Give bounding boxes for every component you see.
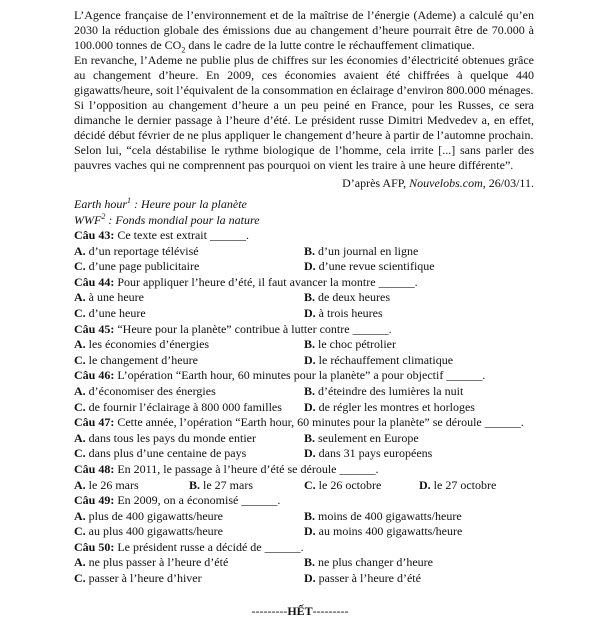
answer-option (74, 353, 304, 369)
option-row (74, 384, 534, 400)
option-letter: D. (304, 259, 316, 274)
answer-option (74, 524, 304, 540)
option-letter: C. (74, 305, 86, 320)
option-letter: A. (74, 508, 86, 523)
option-text: d’un journal en ligne (315, 243, 419, 258)
option-row (74, 478, 534, 494)
answer-option (74, 571, 304, 587)
question-number: Câu 49: (74, 493, 115, 508)
question-text: Cette année, l’opération “Earth hour, 60 minutes pour la planète” se déroule ______. (114, 415, 524, 430)
option-text: au moins 400 gigawatts/heure (315, 524, 463, 539)
answer-option (304, 384, 534, 400)
option-text: au plus 400 gigawatts/heure (85, 524, 223, 539)
answer-option (74, 400, 304, 416)
option-letter: D. (304, 305, 316, 320)
option-letter: B. (304, 243, 316, 258)
option-text: le 27 octobre (430, 477, 497, 492)
answer-option (74, 509, 304, 525)
option-row (74, 400, 534, 416)
option-row (74, 524, 534, 540)
option-letter: B. (304, 508, 316, 523)
option-text: le 26 octobre (315, 477, 382, 492)
option-row (74, 244, 534, 260)
option-row (74, 290, 534, 306)
option-text: d’un reportage télévisé (85, 243, 199, 258)
answer-option (189, 478, 304, 494)
answer-option (304, 478, 419, 494)
answer-option (304, 290, 534, 306)
question-text: Pour appliquer l’heure d’été, il faut avancer la montre ______. (114, 274, 418, 289)
answer-option (74, 478, 189, 494)
option-letter: A. (74, 430, 86, 445)
exam-page (74, 8, 534, 587)
option-row (74, 353, 534, 369)
answer-option (304, 509, 534, 525)
option-letter: C. (74, 352, 86, 367)
option-text: dans 31 pays européens (315, 446, 433, 461)
option-letter: A. (74, 337, 86, 352)
option-text: passer à l’heure d’été (315, 571, 421, 586)
option-text: d’économiser des énergies (85, 383, 216, 398)
option-text: le choc pétrolier (315, 337, 396, 352)
answer-option (74, 244, 304, 260)
option-letter: B. (304, 383, 316, 398)
footnote-2: WWF$^2$ : Fonds mondial pour la nature (74, 212, 260, 227)
question-number: Câu 47: (74, 415, 115, 430)
option-letter: B. (304, 430, 316, 445)
option-letter: C. (74, 399, 86, 414)
question-number: Câu 48: (74, 461, 115, 476)
option-letter: B. (304, 337, 316, 352)
option-text: les économies d’énergies (85, 337, 210, 352)
answer-option (74, 259, 304, 275)
option-text: dans plus d’une centaine de pays (85, 446, 247, 461)
option-text: le 27 mars (200, 477, 254, 492)
question-number: Câu 46: (74, 368, 115, 383)
option-text: passer à l’heure d’hiver (85, 571, 202, 586)
answer-option (304, 571, 534, 587)
option-text: ne plus passer à l’heure d’été (85, 555, 229, 570)
option-row (74, 509, 534, 525)
option-letter: A. (74, 243, 86, 258)
answer-option (74, 555, 304, 571)
answer-option (74, 431, 304, 447)
answer-option (304, 353, 534, 369)
answer-option (304, 524, 534, 540)
option-row (74, 571, 534, 587)
option-letter: C. (74, 571, 86, 586)
question-stem (74, 462, 534, 478)
option-row (74, 306, 534, 322)
answer-option (304, 555, 534, 571)
option-letter: D. (304, 524, 316, 539)
option-text: de régler les montres et horloges (315, 399, 475, 414)
option-letter: C. (304, 477, 316, 492)
answer-option (304, 446, 534, 462)
question-text: Le président russe a décidé de ______. (114, 539, 304, 554)
option-text: plus de 400 gigawatts/heure (85, 508, 223, 523)
option-letter: A. (74, 290, 86, 305)
option-letter: B. (189, 477, 201, 492)
answer-option (304, 259, 534, 275)
question-text: Ce texte est extrait ______. (114, 228, 249, 242)
answer-option (304, 306, 534, 322)
option-text: seulement en Europe (315, 430, 419, 445)
answer-option (74, 306, 304, 322)
option-letter: B. (304, 555, 316, 570)
option-letter: C. (74, 446, 86, 461)
option-text: ne plus changer d’heure (315, 555, 433, 570)
option-text: d’une revue scientifique (315, 259, 435, 274)
question-text: “Heure pour la planète” contribue à lutter contre ______. (114, 321, 392, 336)
option-text: d’une page publicitaire (85, 259, 200, 274)
option-text: d’une heure (85, 305, 146, 320)
option-letter: D. (304, 446, 316, 461)
question-text: En 2011, le passage à l’heure d’été se déroule ______. (114, 461, 379, 476)
option-text: le 26 mars (85, 477, 139, 492)
question-stem (74, 368, 534, 384)
option-letter: D. (419, 477, 431, 492)
answer-option (74, 290, 304, 306)
answer-option (74, 384, 304, 400)
option-letter: A. (74, 555, 86, 570)
option-letter: B. (304, 290, 316, 305)
question-number: Câu 43: (74, 228, 115, 242)
question-stem (74, 228, 534, 244)
answer-option (304, 337, 534, 353)
answer-option (74, 446, 304, 462)
option-text: le réchauffement climatique (315, 352, 454, 367)
option-letter: C. (74, 259, 86, 274)
question-list (74, 228, 534, 587)
option-letter: C. (74, 524, 86, 539)
answer-option (419, 478, 534, 494)
passage-paragraph-3: Si l’opposition au changement d’heure a un peu peiné en France, pour les Russes, ce sera dimanche le dernier passage à l’heure d’été. Le président russe Dimitri Medvedev a, en effet, décidé début février de ne plus appliquer le changement d’heure à partir de l’automne prochain. (74, 98, 534, 142)
option-row (74, 555, 534, 571)
question-stem (74, 415, 534, 431)
question-stem (74, 275, 534, 291)
answer-option (304, 400, 534, 416)
option-text: de deux heures (315, 290, 390, 305)
option-letter: D. (304, 399, 316, 414)
option-text: d’éteindre des lumières la nuit (315, 383, 464, 398)
option-letter: A. (74, 477, 86, 492)
source-citation: D’après AFP, Nouvelobs.com, 26/03/11. (342, 176, 534, 190)
option-letter: D. (304, 352, 316, 367)
answer-option (304, 431, 534, 447)
question-text: L’opération “Earth hour, 60 minutes pour la planète” a pour objectif ______. (114, 368, 486, 383)
option-row (74, 337, 534, 353)
question-number: Câu 50: (74, 539, 115, 554)
question-stem (74, 540, 534, 556)
option-row (74, 446, 534, 462)
answer-option (304, 244, 534, 260)
option-text: dans tous les pays du monde entier (85, 430, 256, 445)
option-letter: A. (74, 383, 86, 398)
question-text: En 2009, on a économisé ______. (114, 493, 281, 508)
passage-paragraph-1: L’Agence française de l’environnement et de la maîtrise de l’énergie (Ademe) a calculé qu’en 2030 la réduction globale des émissions due au changement d’heure pourrait être de 70.000 à 100.000 tonnes de $CO_2$ dans le cadre de la lutte contre le réchauffement climatique. (74, 8, 534, 55)
question-number: Câu 44: (74, 274, 115, 289)
question-number: Câu 45: (74, 321, 115, 336)
footnote-1: Earth hour$^1$ : Heure pour la planète (74, 196, 247, 211)
option-row (74, 259, 534, 275)
passage-paragraph-4: Selon lui, “cela déstabilise le rythme biologique de l’homme, cela irrite [...] sans parler des pauvres vaches qui ne comprennent pas pourquoi on vient les traire à une heure différente”. (74, 143, 534, 172)
option-text: le changement d’heure (85, 352, 198, 367)
option-text: moins de 400 gigawatts/heure (315, 508, 462, 523)
option-text: de fournir l’éclairage à 800 000 familles (85, 399, 282, 414)
option-letter: D. (304, 571, 316, 586)
option-text: à une heure (85, 290, 144, 305)
option-text: à trois heures (315, 305, 383, 320)
option-row (74, 431, 534, 447)
question-stem (74, 493, 534, 509)
question-stem (74, 322, 534, 338)
passage-paragraph-2: En revanche, l’Ademe ne publie plus de chiffres sur les économies d’électricité obtenues grâce au changement d’heure. En 2009, ces économies avaient été chiffrées à quelque 440 gigawatts/heure, soit l’équivalent de la consommation en éclairage d’environ 800.000 ménages. (74, 53, 534, 97)
end-marker: ---------HẾT--------- (251, 604, 349, 618)
answer-option (74, 337, 304, 353)
